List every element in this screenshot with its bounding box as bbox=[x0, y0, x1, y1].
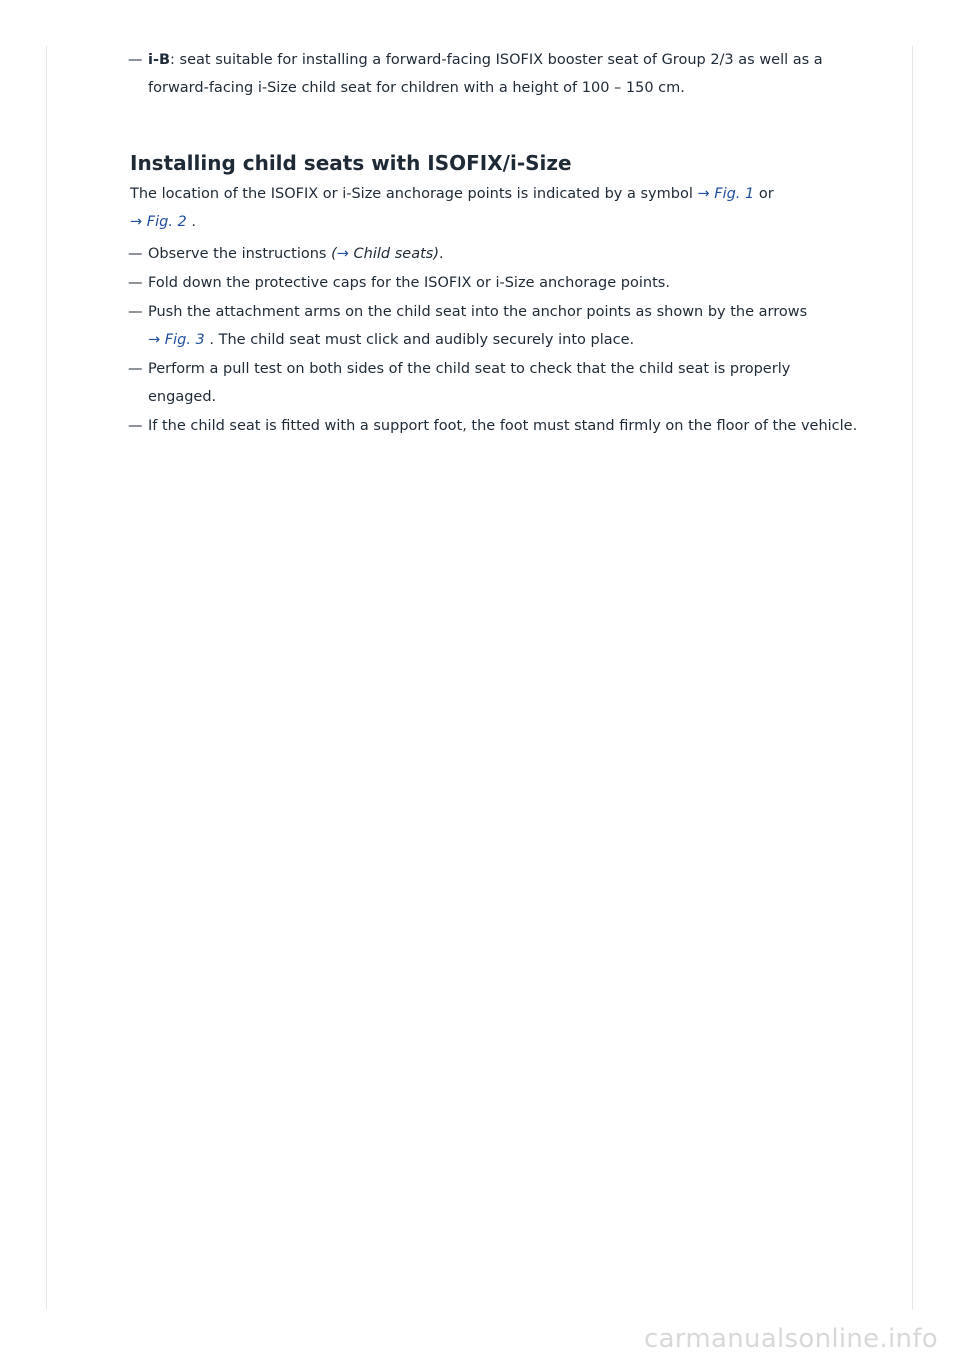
page-border-right bbox=[912, 46, 913, 1310]
or-text: or bbox=[758, 186, 774, 202]
section-heading: Installing child seats with ISOFIX/i-Size bbox=[130, 151, 572, 175]
page-border-left bbox=[46, 46, 47, 1310]
child-seats-link[interactable]: Child seats) bbox=[353, 246, 439, 262]
intro-paragraph bbox=[130, 180, 860, 236]
step-text: Fold down the protective caps for the ISOFIX or i-Size anchorage points. bbox=[148, 275, 670, 291]
step-text: Observe the instructions bbox=[148, 246, 327, 262]
step-text: Push the attachment arms on the child seat into the anchor points as shown by the arrows bbox=[148, 304, 808, 320]
document-content bbox=[130, 46, 860, 441]
list-dash: — bbox=[128, 418, 143, 434]
list-dash: — bbox=[128, 246, 143, 262]
step-support-foot bbox=[130, 412, 860, 440]
arrow-right-icon: → bbox=[130, 214, 143, 230]
paragraph-text: The location of the ISOFIX or i-Size anchorage points is indicated by a symbol bbox=[130, 186, 693, 202]
fig-1-link[interactable]: Fig. 1 bbox=[714, 186, 755, 202]
step-fold-caps bbox=[130, 269, 860, 297]
term-i-b: i-B bbox=[148, 52, 171, 68]
arrow-right-icon: → bbox=[148, 332, 161, 348]
arrow-right-icon: → bbox=[336, 246, 349, 262]
list-dash: — bbox=[128, 275, 143, 291]
step-pull-test bbox=[130, 355, 860, 411]
ref-open: ( bbox=[331, 246, 337, 262]
arrow-right-icon: → bbox=[697, 186, 710, 202]
step-text: If the child seat is fitted with a support foot, the foot must stand firmly on the floor of the vehicle. bbox=[148, 418, 858, 434]
list-dash: — bbox=[128, 304, 143, 320]
step-end: . bbox=[438, 246, 444, 262]
step-observe-instructions bbox=[130, 240, 860, 268]
fig-2-link[interactable]: Fig. 2 bbox=[146, 214, 187, 230]
fig-3-link[interactable]: Fig. 3 bbox=[164, 332, 205, 348]
list-dash: — bbox=[128, 52, 143, 68]
step-text-end: . The child seat must click and audibly securely into place. bbox=[209, 332, 635, 348]
period-text: . bbox=[191, 214, 197, 230]
step-push-arms bbox=[130, 298, 860, 354]
list-item-i-b bbox=[130, 46, 860, 102]
watermark-text: carmanualsonline.info bbox=[643, 1324, 938, 1354]
list-item-text: : seat suitable for installing a forward-facing ISOFIX booster seat of Group 2/3 as well as a forward-facing i-Size child seat for children with a height of 100 – 150 cm. bbox=[148, 52, 823, 96]
list-dash: — bbox=[128, 361, 143, 377]
step-text: Perform a pull test on both sides of the child seat to check that the child seat is properly engaged. bbox=[148, 361, 791, 405]
